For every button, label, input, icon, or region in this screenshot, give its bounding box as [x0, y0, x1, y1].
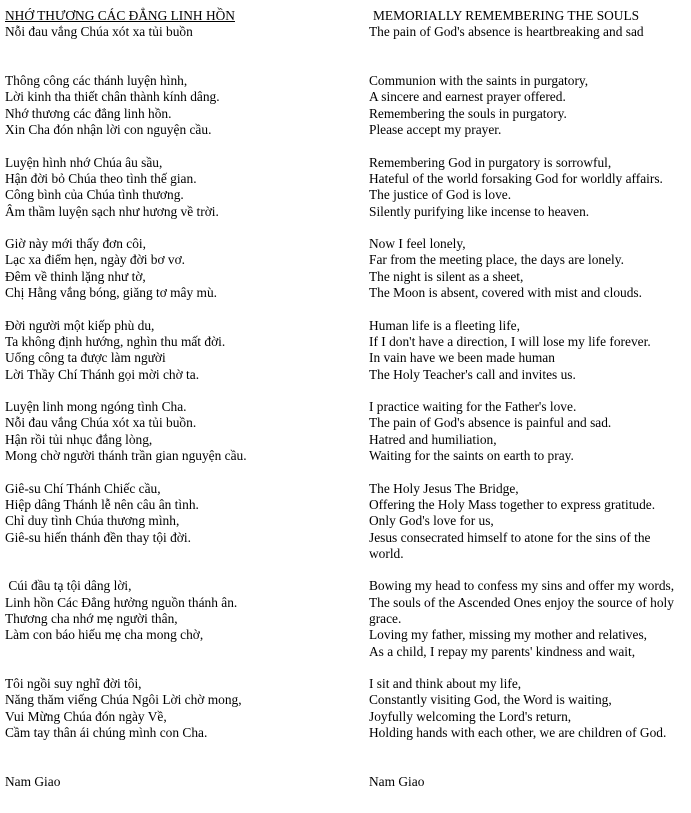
- verse-line: In vain have we been made human: [369, 350, 555, 366]
- verse-line: Giê-su hiến thánh đền thay tội đời.: [5, 529, 191, 545]
- stanza-7: [369, 578, 687, 659]
- verse-line: Giê-su Chí Thánh Chiếc cầu,: [5, 480, 161, 496]
- verse-line: Hateful of the world forsaking God for worldly affairs.: [369, 170, 663, 186]
- verse-line: Thông công các thánh luyện hình,: [5, 73, 188, 89]
- verse-line: Luyện linh mong ngóng tình Cha.: [5, 399, 187, 415]
- stanza-4: [5, 318, 345, 383]
- poem-title-vietnamese: NHỚ THƯƠNG CÁC ĐẲNG LINH HỒN: [5, 8, 235, 23]
- stanza-5: [5, 399, 345, 464]
- verse-line: Nhớ thương các đẳng linh hồn.: [5, 105, 172, 121]
- verse-line: Linh hồn Các Đẳng hưởng nguồn thánh ân.: [5, 594, 238, 610]
- verse-line: The justice of God is love.: [369, 187, 512, 203]
- verse-line: Nỗi đau vắng Chúa xót xa tủi buồn.: [5, 415, 197, 431]
- verse-line: Remembering God in purgatory is sorrowful,: [369, 154, 612, 170]
- stanza-1: [369, 73, 687, 138]
- stanza-1: [5, 73, 345, 138]
- verse-line: Lời Thầy Chí Thánh gọi mời chờ ta.: [5, 366, 200, 382]
- verse-line: Jesus consecrated himself to atone for the sins of the world.: [369, 529, 651, 561]
- stanza-7: [5, 578, 345, 643]
- stanza-6: [369, 481, 687, 562]
- verse-line: The pain of God's absence is painful and sad.: [369, 415, 612, 431]
- stanza-8: [369, 676, 687, 741]
- verse-line: Lời kinh tha thiết chân thành kính dâng.: [5, 89, 220, 105]
- verse-line: Loving my father, missing my mother and relatives,: [369, 627, 648, 643]
- stanza-3: [5, 236, 345, 301]
- verse-line: Waiting for the saints on earth to pray.: [369, 448, 574, 464]
- verse-line: Human life is a fleeting life,: [369, 317, 520, 333]
- verse-line: Mong chờ người thánh trần gian nguyện cầu.: [5, 448, 247, 464]
- english-poem-column: [369, 8, 687, 790]
- verse-line: Far from the meeting place, the days are lonely.: [369, 252, 624, 268]
- stanza-5: [369, 399, 687, 464]
- verse-line: Constantly visiting God, the Word is waiting,: [369, 692, 612, 708]
- verse-line: Now I feel lonely,: [369, 236, 466, 252]
- verse-line: Chị Hằng vắng bóng, giăng tơ mây mù.: [5, 285, 218, 301]
- verse-line: Tôi ngồi suy nghĩ đời tôi,: [5, 676, 142, 692]
- verse-line: The souls of the Ascended Ones enjoy the source of holy grace.: [369, 594, 674, 626]
- stanza-2: [369, 155, 687, 220]
- poem-title-english: MEMORIALLY REMEMBERING THE SOULS: [373, 8, 640, 23]
- verse-line: Offering the Holy Mass together to express gratitude.: [369, 496, 656, 512]
- verse-line: The night is silent as a sheet,: [369, 268, 524, 284]
- verse-line: I practice waiting for the Father's love.: [369, 399, 577, 415]
- verse-line: Lạc xa điểm hẹn, ngày đời bơ vơ.: [5, 252, 186, 268]
- verse-line: The Holy Teacher's call and invites us.: [369, 366, 576, 382]
- verse-line: Cầm tay thân ái chúng mình con Cha.: [5, 725, 208, 741]
- verse-line: Ta không định hướng, nghìn thu mất đời.: [5, 333, 226, 349]
- poem-subtitle-vietnamese: Nỗi đau vắng Chúa xót xa tủi buồn: [5, 24, 193, 40]
- verse-line: Cúi đầu tạ tội dâng lời,: [5, 578, 132, 594]
- verse-line: Vui Mừng Chúa đón ngày Về,: [5, 708, 167, 724]
- verse-line: Hận đời bỏ Chúa theo tình thế gian.: [5, 170, 197, 186]
- poem-subtitle-english: The pain of God's absence is heartbreaking and sad: [369, 24, 644, 40]
- verse-line: Hận rồi tủi nhục đắng lòng,: [5, 431, 153, 447]
- author-signature: Nam Giao: [369, 773, 425, 789]
- verse-line: Only God's love for us,: [369, 513, 494, 529]
- verse-line: A sincere and earnest prayer offered.: [369, 89, 566, 105]
- verse-line: Công bình của Chúa tình thương.: [5, 187, 184, 203]
- verse-line: If I don't have a direction, I will lose my life forever.: [369, 333, 651, 349]
- verse-line: Xin Cha đón nhận lời con nguyện cầu.: [5, 122, 212, 138]
- verse-line: Hiệp dâng Thánh lễ nên câu ân tình.: [5, 496, 199, 512]
- stanza-3: [369, 236, 687, 301]
- verse-line: I sit and think about my life,: [369, 676, 522, 692]
- verse-line: Please accept my prayer.: [369, 122, 502, 138]
- verse-line: Silently purifying like incense to heaven.: [369, 203, 590, 219]
- verse-line: Hatred and humiliation,: [369, 431, 497, 447]
- stanza-8: [5, 676, 345, 741]
- stanza-6: [5, 481, 345, 546]
- stanza-2: [5, 155, 345, 220]
- verse-line: Chỉ duy tình Chúa thương mình,: [5, 513, 180, 529]
- verse-line: The Moon is absent, covered with mist and clouds.: [369, 285, 642, 301]
- stanza-4: [369, 318, 687, 383]
- verse-line: Uổng công ta được làm người: [5, 350, 166, 366]
- verse-line: Năng thăm viếng Chúa Ngôi Lời chờ mong,: [5, 692, 242, 708]
- verse-line: Âm thầm luyện sạch như hương về trời.: [5, 203, 219, 219]
- verse-line: Holding hands with each other, we are children of God.: [369, 725, 667, 741]
- verse-line: As a child, I repay my parents' kindness and wait,: [369, 643, 636, 659]
- verse-line: Làm con báo hiếu mẹ cha mong chờ,: [5, 627, 204, 643]
- verse-line: Joyfully welcoming the Lord's return,: [369, 708, 572, 724]
- verse-line: Remembering the souls in purgatory.: [369, 105, 567, 121]
- verse-line: The Holy Jesus The Bridge,: [369, 480, 519, 496]
- vietnamese-poem-column: [5, 8, 345, 790]
- verse-line: Luyện hình nhớ Chúa âu sầu,: [5, 154, 163, 170]
- verse-line: Đêm về thinh lặng như tờ,: [5, 268, 146, 284]
- verse-line: Communion with the saints in purgatory,: [369, 73, 589, 89]
- verse-line: Giờ này mới thấy đơn côi,: [5, 236, 146, 252]
- verse-line: Thương cha nhớ mẹ người thân,: [5, 610, 178, 626]
- verse-line: Bowing my head to confess my sins and offer my words,: [369, 578, 675, 594]
- verse-line: Đời người một kiếp phù du,: [5, 317, 155, 333]
- author-signature: Nam Giao: [5, 773, 61, 789]
